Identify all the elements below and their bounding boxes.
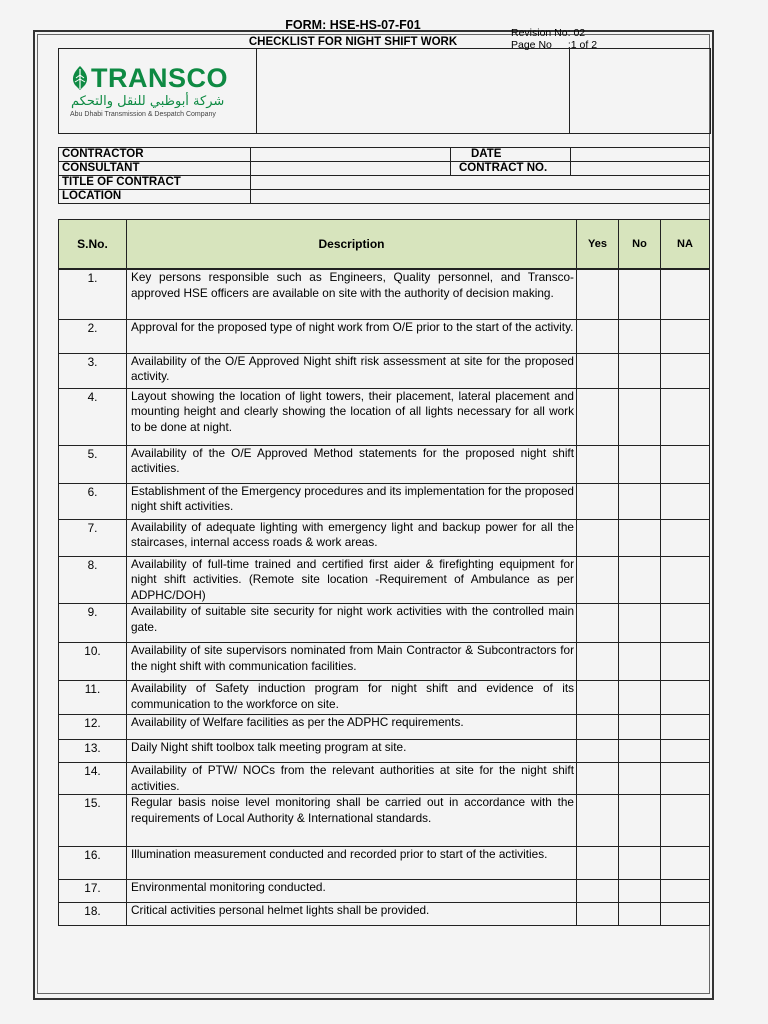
logo-text: TRANSCO (91, 63, 228, 93)
row-number: 13. (59, 740, 127, 763)
row-number: 8. (59, 556, 127, 604)
row-number: 17. (59, 880, 127, 903)
row-na-checkbox[interactable] (661, 847, 710, 880)
table-row (59, 604, 710, 643)
consultant-label: CONSULTANT (59, 162, 251, 176)
form-title: FORM: HSE-HS-07-F01 (285, 18, 421, 32)
row-na-checkbox[interactable] (661, 445, 710, 483)
row-number: 6. (59, 483, 127, 519)
yes-header: Yes (577, 220, 619, 270)
date-field[interactable] (571, 148, 710, 162)
row-na-checkbox[interactable] (661, 519, 710, 556)
row-description: Layout showing the location of light towers, their placement, lateral placement and mounting height and clearly showing the location of all lights necessary for all work to be done at night. (127, 388, 577, 445)
row-no-checkbox[interactable] (619, 715, 661, 740)
form-header (58, 48, 711, 134)
row-no-checkbox[interactable] (619, 880, 661, 903)
row-description: Approval for the proposed type of night work from O/E prior to the start of the activity. (127, 319, 577, 353)
contract-no-label: CONTRACT NO. (451, 162, 571, 176)
contract-no-field[interactable] (571, 162, 710, 176)
row-no-checkbox[interactable] (619, 763, 661, 795)
row-number: 12. (59, 715, 127, 740)
transco-leaf-icon (69, 65, 91, 91)
row-no-checkbox[interactable] (619, 445, 661, 483)
row-description: Availability of full-time trained and certified first aider & firefighting equipment for night shift activities. (Remote site location -Requirement of Ambulance as per ADPHC/DOH) (127, 556, 577, 604)
table-row (59, 880, 710, 903)
row-na-checkbox[interactable] (661, 715, 710, 740)
row-no-checkbox[interactable] (619, 643, 661, 681)
row-number: 3. (59, 353, 127, 388)
row-yes-checkbox[interactable] (577, 643, 619, 681)
row-na-checkbox[interactable] (661, 269, 710, 319)
row-description: Environmental monitoring conducted. (127, 880, 577, 903)
consultant-field[interactable] (251, 162, 451, 176)
row-yes-checkbox[interactable] (577, 740, 619, 763)
table-row (59, 795, 710, 847)
date-label: DATE (451, 148, 571, 162)
table-row (59, 740, 710, 763)
row-no-checkbox[interactable] (619, 903, 661, 926)
page-number (511, 39, 597, 51)
row-yes-checkbox[interactable] (577, 763, 619, 795)
row-description: Availability of PTW/ NOCs from the relevant authorities at site for the night shift activities. (127, 763, 577, 795)
page-value: :1 of 2 (567, 39, 598, 51)
row-no-checkbox[interactable] (619, 319, 661, 353)
row-description: Availability of the O/E Approved Method statements for the proposed night shift activities. (127, 445, 577, 483)
row-description: Regular basis noise level monitoring shall be carried out in accordance with the requirements of Local Authority & International standards. (127, 795, 577, 847)
row-yes-checkbox[interactable] (577, 519, 619, 556)
row-description: Illumination measurement conducted and recorded prior to start of the activities. (127, 847, 577, 880)
row-number: 2. (59, 319, 127, 353)
row-description: Availability of site supervisors nominated from Main Contractor & Subcontractors for the night shift with communication facilities. (127, 643, 577, 681)
row-na-checkbox[interactable] (661, 556, 710, 604)
row-number: 15. (59, 795, 127, 847)
row-no-checkbox[interactable] (619, 388, 661, 445)
row-description: Key persons responsible such as Engineers, Quality personnel, and Transco-approved HSE officers are available on site with the authority of decision making. (127, 269, 577, 319)
table-row (59, 519, 710, 556)
row-yes-checkbox[interactable] (577, 795, 619, 847)
row-na-checkbox[interactable] (661, 483, 710, 519)
row-yes-checkbox[interactable] (577, 556, 619, 604)
row-yes-checkbox[interactable] (577, 847, 619, 880)
form-subtitle: CHECKLIST FOR NIGHT SHIFT WORK (248, 36, 458, 48)
contractor-field[interactable] (251, 148, 451, 162)
table-row (59, 319, 710, 353)
table-row (59, 388, 710, 445)
table-row (59, 269, 710, 319)
title-of-contract-label: TITLE OF CONTRACT (59, 176, 251, 190)
row-no-checkbox[interactable] (619, 556, 661, 604)
row-no-checkbox[interactable] (619, 795, 661, 847)
row-description: Critical activities personal helmet lights shall be provided. (127, 903, 577, 926)
revision-cell (569, 49, 711, 133)
row-number: 16. (59, 847, 127, 880)
row-description: Availability of the O/E Approved Night shift risk assessment at site for the proposed activity. (127, 353, 577, 388)
row-no-checkbox[interactable] (619, 604, 661, 643)
row-na-checkbox[interactable] (661, 763, 710, 795)
table-row (59, 847, 710, 880)
contractor-label: CONTRACTOR (59, 148, 251, 162)
row-na-checkbox[interactable] (661, 643, 710, 681)
row-no-checkbox[interactable] (619, 519, 661, 556)
row-description: Availability of suitable site security for night work activities with the controlled main gate. (127, 604, 577, 643)
sno-header: S.No. (59, 220, 127, 270)
row-yes-checkbox[interactable] (577, 353, 619, 388)
logo-subtitle: Abu Dhabi Transmission & Despatch Company (70, 111, 216, 118)
contract-info-table (58, 147, 710, 204)
row-no-checkbox[interactable] (619, 353, 661, 388)
row-yes-checkbox[interactable] (577, 604, 619, 643)
location-field[interactable] (251, 190, 710, 204)
row-na-checkbox[interactable] (661, 681, 710, 715)
row-number: 18. (59, 903, 127, 926)
table-row (59, 763, 710, 795)
row-no-checkbox[interactable] (619, 847, 661, 880)
row-no-checkbox[interactable] (619, 269, 661, 319)
row-number: 9. (59, 604, 127, 643)
row-na-checkbox[interactable] (661, 903, 710, 926)
logo-cell (59, 49, 257, 133)
row-description: Daily Night shift toolbox talk meeting program at site. (127, 740, 577, 763)
row-yes-checkbox[interactable] (577, 388, 619, 445)
location-label: LOCATION (59, 190, 251, 204)
row-yes-checkbox[interactable] (577, 483, 619, 519)
table-row (59, 681, 710, 715)
row-description: Establishment of the Emergency procedures and its implementation for the proposed night shift activities. (127, 483, 577, 519)
row-number: 1. (59, 269, 127, 319)
row-no-checkbox[interactable] (619, 740, 661, 763)
revision-number: Revision No: 02 (511, 27, 586, 39)
row-number: 7. (59, 519, 127, 556)
row-no-checkbox[interactable] (619, 483, 661, 519)
no-header: No (619, 220, 661, 270)
table-row (59, 445, 710, 483)
row-na-checkbox[interactable] (661, 880, 710, 903)
row-description: Availability of Safety induction program for night shift and evidence of its communication to the workforce on site. (127, 681, 577, 715)
row-number: 14. (59, 763, 127, 795)
row-na-checkbox[interactable] (661, 740, 710, 763)
row-na-checkbox[interactable] (661, 319, 710, 353)
row-number: 5. (59, 445, 127, 483)
table-row (59, 643, 710, 681)
row-yes-checkbox[interactable] (577, 445, 619, 483)
row-na-checkbox[interactable] (661, 604, 710, 643)
row-yes-checkbox[interactable] (577, 903, 619, 926)
na-header: NA (661, 220, 710, 270)
page-label: Page No (511, 39, 552, 51)
row-na-checkbox[interactable] (661, 388, 710, 445)
row-yes-checkbox[interactable] (577, 319, 619, 353)
row-yes-checkbox[interactable] (577, 715, 619, 740)
title-of-contract-field[interactable] (251, 176, 710, 190)
row-yes-checkbox[interactable] (577, 269, 619, 319)
row-description: Availability of Welfare facilities as per the ADPHC requirements. (127, 715, 577, 740)
logo-arabic-text: شركة أبوظبي للنقل والتحكم (71, 94, 225, 109)
row-yes-checkbox[interactable] (577, 681, 619, 715)
row-yes-checkbox[interactable] (577, 880, 619, 903)
row-na-checkbox[interactable] (661, 795, 710, 847)
table-row (59, 353, 710, 388)
checklist-table (58, 219, 710, 926)
table-row (59, 715, 710, 740)
row-no-checkbox[interactable] (619, 681, 661, 715)
row-description: Availability of adequate lighting with emergency light and backup power for all the staircases, internal access roads & work areas. (127, 519, 577, 556)
table-row (59, 556, 710, 604)
row-number: 4. (59, 388, 127, 445)
row-number: 11. (59, 681, 127, 715)
table-row (59, 483, 710, 519)
row-number: 10. (59, 643, 127, 681)
row-na-checkbox[interactable] (661, 353, 710, 388)
description-header: Description (127, 220, 577, 270)
table-row (59, 903, 710, 926)
